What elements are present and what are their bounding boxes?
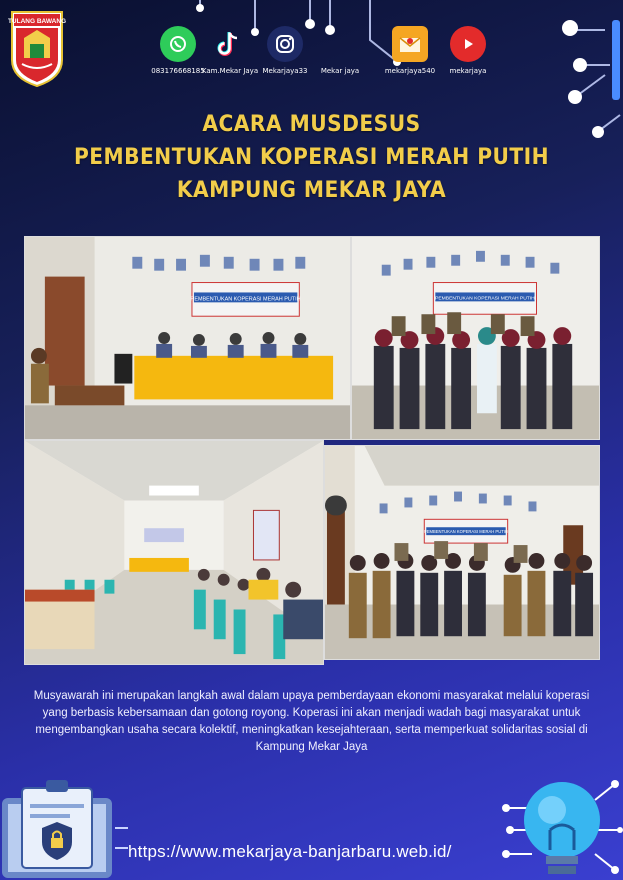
banner-text-3: PEMBENTUKAN KOPERASI MERAH PUTIH xyxy=(424,529,508,535)
photo-hall-audience xyxy=(24,440,324,665)
tiktok-icon xyxy=(212,26,248,62)
security-document-illustration xyxy=(0,768,130,880)
instagram-icon xyxy=(267,26,303,62)
youtube-icon xyxy=(450,26,486,62)
title-line-2: PEMBENTUKAN KOPERASI MERAH PUTIH xyxy=(73,145,550,170)
email-icon xyxy=(392,26,428,62)
facebook-icon xyxy=(322,26,358,62)
instagram-label: Mekarjaya33 xyxy=(262,67,308,75)
title-line-3: KAMPUNG MEKAR JAYA xyxy=(176,178,447,203)
whatsapp-icon xyxy=(160,26,196,62)
tiktok-label: Kam.Mekar Jaya xyxy=(201,67,259,75)
email-label: mekarjaya540 xyxy=(384,67,436,75)
whatsapp-label: 083176668185 xyxy=(151,67,205,75)
banner-text-2: PEMBENTUKAN KOPERASI MERAH PUTIH xyxy=(435,296,535,302)
website-url[interactable]: https://www.mekarjaya-banjarbaru.web.id/ xyxy=(128,842,452,861)
social-links xyxy=(150,26,510,76)
banner-text-1: PEMBENTUKAN KOPERASI MERAH PUTIH xyxy=(190,296,301,303)
youtube-label: mekarjaya xyxy=(449,67,487,75)
regency-logo xyxy=(8,8,66,88)
social-facebook[interactable] xyxy=(305,26,375,75)
photo-group-women xyxy=(351,236,600,440)
photo-meeting-panel xyxy=(24,236,351,440)
photo-group-mixed xyxy=(324,445,600,660)
facebook-label: Mekar jaya xyxy=(320,67,360,75)
social-youtube[interactable] xyxy=(433,26,503,75)
lightbulb-circuit-illustration xyxy=(500,770,623,880)
svg-text:TULANG BAWANG: TULANG BAWANG xyxy=(8,18,66,25)
title-line-1: ACARA MUSDESUS xyxy=(202,112,421,137)
description-paragraph: Musyawarah ini merupakan langkah awal dalam upaya pemberdayaan ekonomi masyarakat melalui koperasi yang berbasis kebersamaan dan gotong royong. Koperasi ini akan menjadi wadah bagi masyarakat untuk mengembangkan usaha secara kolektif, meningkatkan kesejahteraan, serta memperkuat solidaritas sosial di Kampung Mekar Jaya xyxy=(33,690,590,753)
